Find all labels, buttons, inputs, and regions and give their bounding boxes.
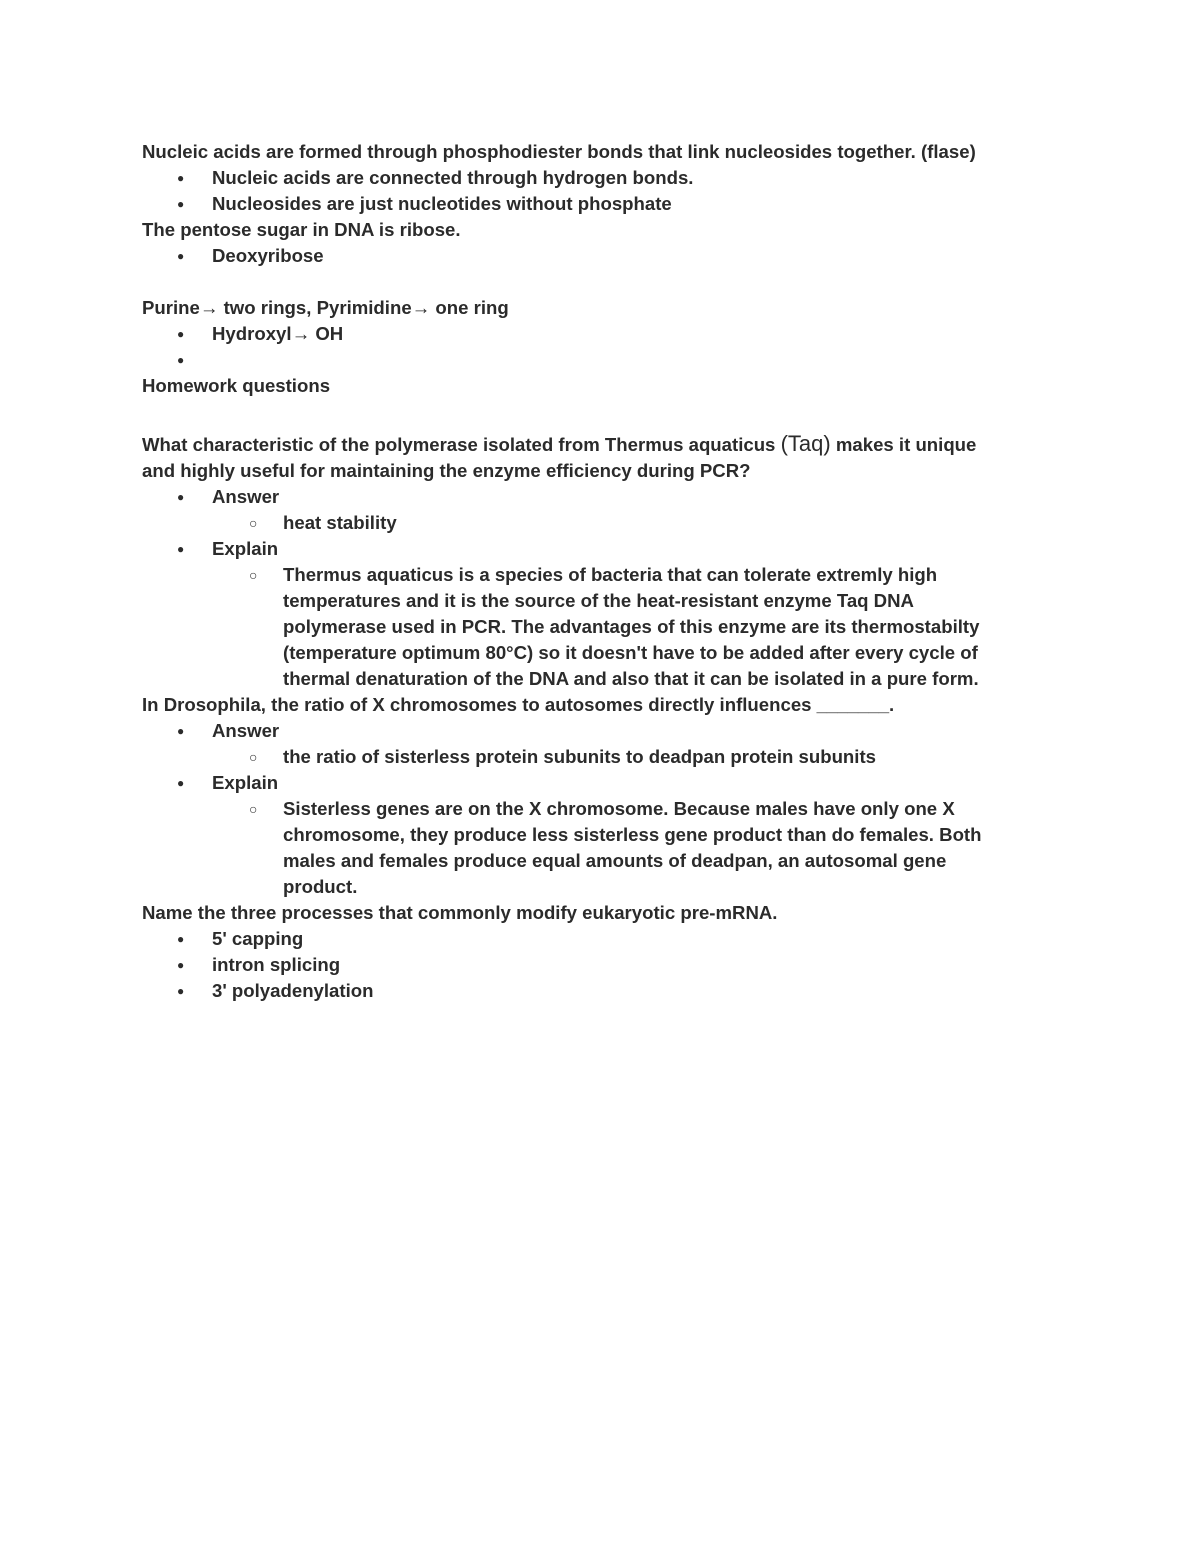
explain-line: (temperature optimum 80°C) so it doesn't have to be added after every cycle of	[283, 642, 978, 663]
list-item-text: Nucleic acids are connected through hydrogen bonds.	[212, 167, 694, 188]
statement-pentose-sugar: The pentose sugar in DNA is ribose.	[142, 219, 461, 240]
explain-label	[142, 770, 1042, 796]
bullet-icon: ●	[177, 984, 185, 998]
answer-value: heat stability	[283, 512, 397, 533]
list-item	[142, 243, 1042, 269]
explain-line: temperatures and it is the source of the heat-resistant enzyme Taq DNA	[283, 590, 914, 611]
bullet-icon: ●	[177, 724, 185, 738]
explain-line: product.	[283, 876, 358, 897]
question-text: makes it unique	[830, 434, 977, 455]
bullet-icon: ●	[177, 542, 185, 556]
answer-label-text: Answer	[212, 720, 280, 741]
explain-label	[142, 536, 1042, 562]
list-item-text: Deoxyribose	[212, 245, 324, 266]
list-item	[142, 952, 1042, 978]
answer-value: the ratio of sisterless protein subunits to deadpan protein subunits	[283, 746, 876, 767]
list-item-text: Nucleosides are just nucleotides without phosphate	[212, 193, 672, 214]
homework-heading: Homework questions	[142, 375, 331, 396]
list-item-text: 5' capping	[212, 928, 304, 949]
list-item	[142, 978, 1042, 1004]
explain-line: males and females produce equal amounts of deadpan, an autosomal gene	[283, 850, 947, 871]
spacer	[142, 399, 1042, 429]
answer-label	[142, 484, 1042, 510]
spacer	[142, 269, 1042, 295]
list-item-text: 3' polyadenylation	[212, 980, 374, 1001]
bullet-icon: ●	[177, 171, 185, 185]
explain-line	[142, 796, 1042, 822]
taq-text: (Taq)	[780, 431, 831, 456]
list-item-text: intron splicing	[212, 954, 341, 975]
explain-line: thermal denaturation of the DNA and also that it can be isolated in a pure form.	[283, 668, 979, 689]
explain-label-text: Explain	[212, 538, 279, 559]
bullet-icon: ●	[177, 490, 185, 504]
question-drosophila: In Drosophila, the ratio of X chromosomes to autosomes directly influences _______.	[142, 694, 895, 715]
list-item-text: Hydroxyl→ OH	[212, 323, 344, 344]
bullet-icon: ●	[177, 249, 185, 263]
sub-bullet-icon: ○	[249, 749, 258, 765]
explain-text: Thermus aquaticus is a species of bacteria that can tolerate extremly high	[283, 564, 938, 585]
question-taq-line-1	[142, 429, 1042, 458]
statement-purine-pyrimidine: Purine→ two rings, Pyrimidine→ one ring	[142, 297, 509, 318]
question-taq-line-2: and highly useful for maintaining the enzyme efficiency during PCR?	[142, 460, 751, 481]
bullet-icon: ●	[177, 197, 185, 211]
list-item	[142, 165, 1042, 191]
answer-text	[142, 510, 1042, 536]
question-pre-mrna: Name the three processes that commonly modify eukaryotic pre-mRNA.	[142, 902, 778, 923]
bullet-icon: ●	[177, 932, 185, 946]
sub-bullet-icon: ○	[249, 801, 258, 817]
bullet-icon: ●	[177, 776, 185, 790]
bullet-icon: ●	[177, 353, 185, 367]
explain-line: polymerase used in PCR. The advantages of this enzyme are its thermostabilty	[283, 616, 980, 637]
sub-bullet-icon: ○	[249, 515, 258, 531]
explain-line: chromosome, they produce less sisterless gene product than do females. Both	[283, 824, 982, 845]
bullet-icon: ●	[177, 958, 185, 972]
answer-label-text: Answer	[212, 486, 280, 507]
list-item	[142, 926, 1042, 952]
explain-line	[142, 562, 1042, 588]
statement-nucleic-acids: Nucleic acids are formed through phosphodiester bonds that link nucleosides together. (flase)	[142, 141, 976, 162]
sub-bullet-icon: ○	[249, 567, 258, 583]
explain-text: Sisterless genes are on the X chromosome. Because males have only one X	[283, 798, 955, 819]
list-item	[142, 321, 1042, 347]
bullet-icon: ●	[177, 327, 185, 341]
list-item	[142, 191, 1042, 217]
answer-label	[142, 718, 1042, 744]
answer-text	[142, 744, 1042, 770]
explain-label-text: Explain	[212, 772, 279, 793]
document-page	[142, 139, 1042, 1004]
question-text: What characteristic of the polymerase isolated from Thermus aquaticus	[142, 434, 781, 455]
list-item	[142, 347, 1042, 373]
